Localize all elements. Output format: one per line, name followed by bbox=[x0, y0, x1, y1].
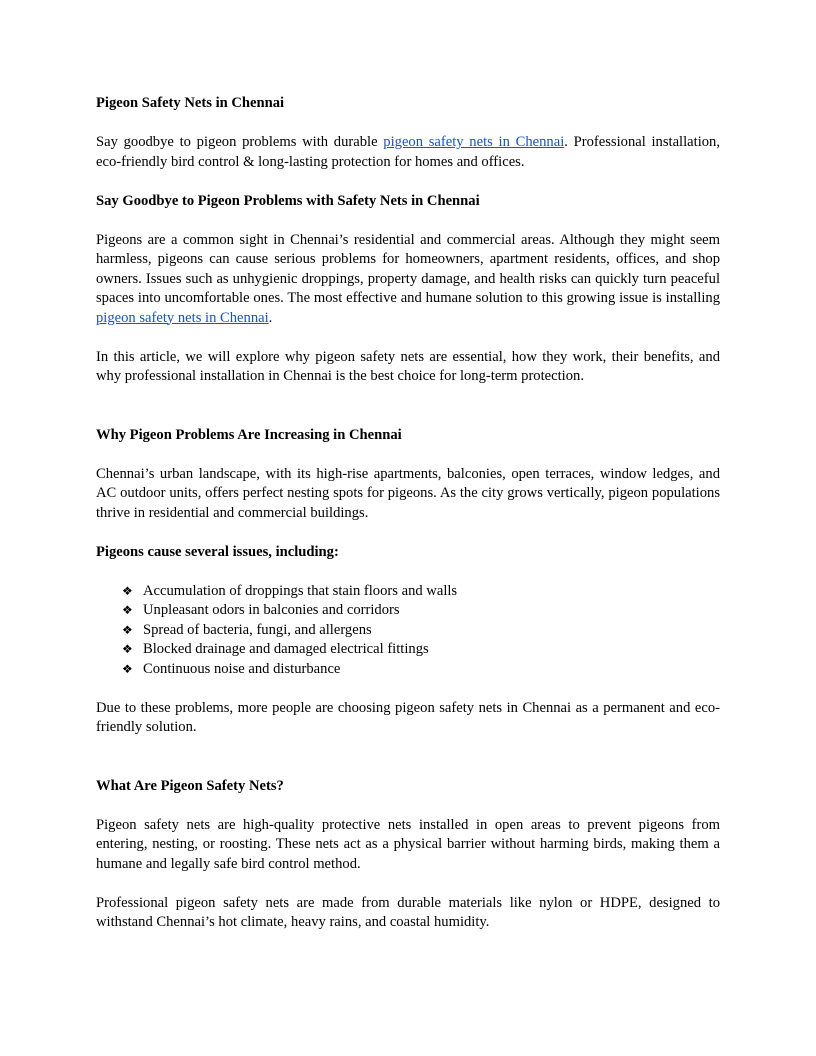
paragraph-nets-definition: Pigeon safety nets are high-quality protective nets installed in open areas to prevent pigeons from entering, nesting, or roosting. These nets act as a physical barrier without harming birds, making them a humane and legally safe bird control method. bbox=[96, 816, 720, 872]
heading-why-increasing: Why Pigeon Problems Are Increasing in Chennai bbox=[96, 426, 402, 443]
list-item bbox=[122, 601, 720, 621]
heading-what-are-nets: What Are Pigeon Safety Nets? bbox=[96, 777, 284, 794]
diamond-bullet-icon: ❖ bbox=[122, 622, 133, 637]
list-item-text: Blocked drainage and damaged electrical fittings bbox=[143, 641, 429, 657]
intro-text-before: Say goodbye to pigeon problems with durable bbox=[96, 134, 384, 150]
paragraph-urban-landscape: Chennai’s urban landscape, with its high-rise apartments, balconies, open terraces, window ledges, and AC outdoor units, offers perfect nesting spots for pigeons. As the city grows vertically, pigeon populations thrive in residential and commercial buildings. bbox=[96, 465, 720, 521]
list-item bbox=[122, 640, 720, 660]
intro-text-after: . Professional installation, eco-friendly bird control & long-lasting protection for homes and offices. bbox=[96, 134, 720, 170]
diamond-bullet-icon: ❖ bbox=[122, 642, 133, 656]
list-item-text: Spread of bacteria, fungi, and allergens bbox=[143, 621, 372, 638]
list-item-text: Accumulation of droppings that stain floors and walls bbox=[143, 582, 458, 599]
issues-list bbox=[96, 582, 720, 680]
document-page bbox=[96, 94, 720, 933]
list-item-text: Unpleasant odors in balconies and corridors bbox=[143, 602, 400, 618]
paragraph-article-overview: In this article, we will explore why pigeon safety nets are essential, how they work, their benefits, and why professional installation in Chennai is the best choice for long-term protection. bbox=[96, 348, 720, 384]
list-item-text: Continuous noise and disturbance bbox=[143, 660, 341, 677]
paragraph-text-before: Pigeons are a common sight in Chennai’s residential and commercial areas. Although they might seem harmless, pigeons can cause serious problems for homeowners, apartment residents, offices, and shop owners. Issues such as unhygienic droppings, property damage, and health risks can quickly turn peaceful spaces into uncomfortable ones. The most effective and humane solution to this growing issue is installing bbox=[96, 231, 720, 306]
paragraph-text-after: . bbox=[268, 309, 273, 326]
document-title: Pigeon Safety Nets in Chennai bbox=[96, 95, 285, 111]
subheading-issues: Pigeons cause several issues, including: bbox=[96, 543, 339, 560]
diamond-bullet-icon: ❖ bbox=[122, 603, 133, 617]
paragraph-nets-materials: Professional pigeon safety nets are made from durable materials like nylon or HDPE, designed to withstand Chennai’s hot climate, heavy rains, and coastal humidity. bbox=[96, 894, 720, 930]
intro-link[interactable]: pigeon safety nets in Chennai bbox=[383, 134, 565, 150]
list-item bbox=[122, 621, 720, 641]
diamond-bullet-icon: ❖ bbox=[122, 661, 133, 676]
list-item bbox=[122, 660, 720, 680]
list-item bbox=[122, 582, 720, 602]
intro-paragraph bbox=[96, 133, 720, 172]
paragraph-due-to-problems: Due to these problems, more people are choosing pigeon safety nets in Chennai as a permanent and eco-friendly solution. bbox=[96, 699, 720, 735]
diamond-bullet-icon: ❖ bbox=[122, 583, 133, 598]
heading-say-goodbye: Say Goodbye to Pigeon Problems with Safety Nets in Chennai bbox=[96, 192, 480, 209]
installing-link[interactable]: pigeon safety nets in Chennai bbox=[96, 309, 269, 326]
paragraph-pigeons-common bbox=[96, 231, 720, 329]
